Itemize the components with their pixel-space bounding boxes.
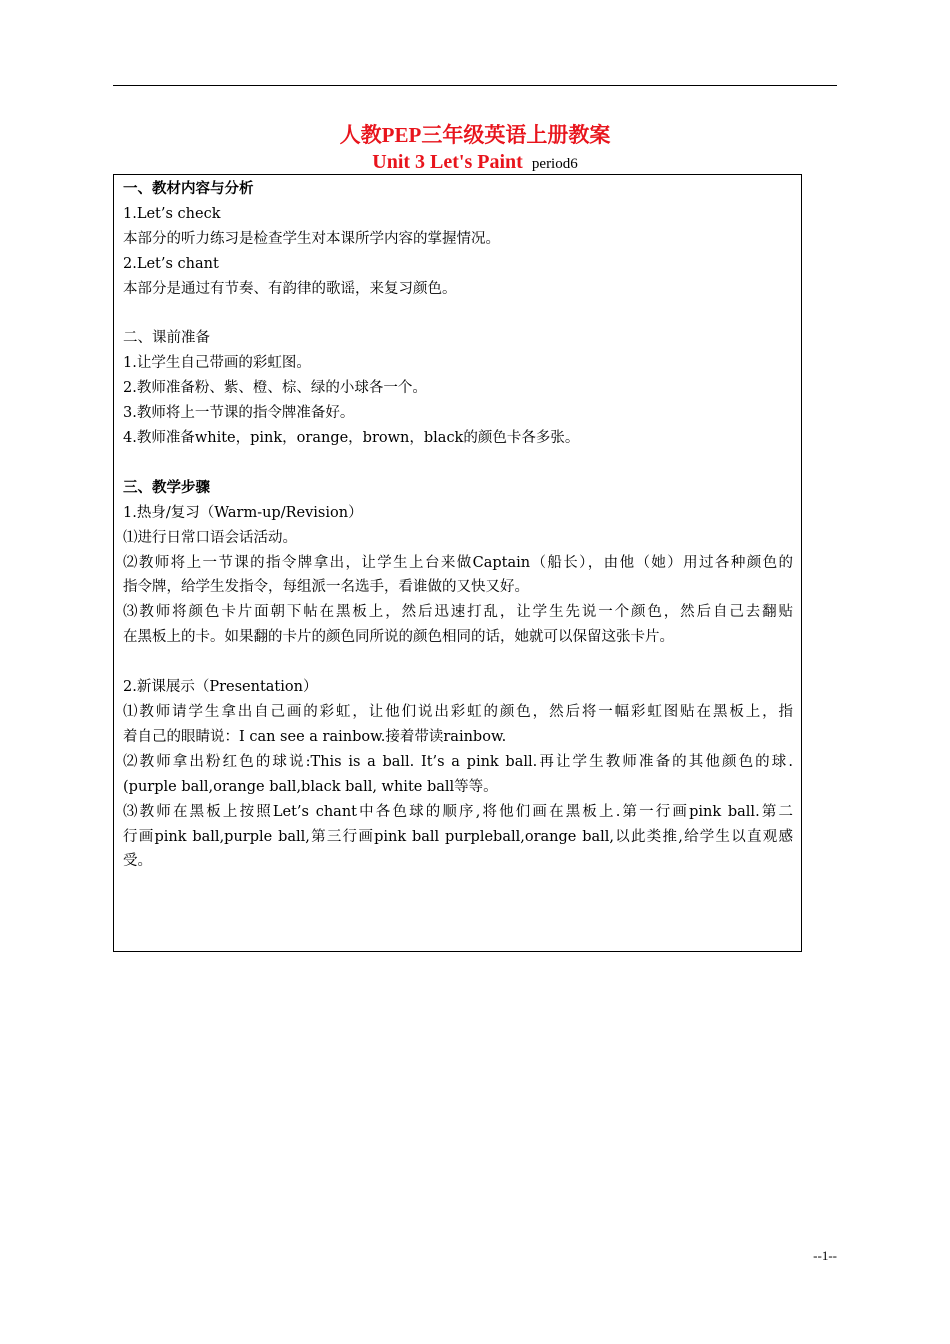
section2-item: 4.教师准备white，pink，orange，brown，black的颜色卡各多张。: [123, 430, 580, 447]
warmup-step1: ⑴进行日常口语会话活动。: [123, 529, 297, 546]
section1-item2-text: 本部分是通过有节奏、有韵律的歌谣，来复习颜色。: [123, 280, 457, 297]
document-subtitle: [113, 150, 837, 176]
section2-heading: 二、课前准备: [123, 330, 210, 347]
section1-item1-title: 1.Let’s check: [123, 205, 221, 222]
warmup-step3-line2: 在黑板上的卡。如果翻的卡片的颜色同所说的颜色相同的话，她就可以保留这张卡片。: [123, 629, 674, 646]
warmup-title: 1.热身/复习（Warm-up/Revision）: [123, 504, 363, 521]
presentation-step2-line1: ⑵教师拿出粉红色的球说:This is a ball. It’s a pink ball.再让学生教师准备的其他颜色的球.: [123, 753, 793, 770]
page-number: --1--: [813, 1248, 837, 1263]
section1-item2-title: 2.Let’s chant: [123, 255, 219, 272]
warmup-step3-line1: ⑶教师将颜色卡片面朝下帖在黑板上，然后迅速打乱，让学生先说一个颜色，然后自己去翻贴: [123, 604, 793, 621]
lesson-content-box: [113, 174, 802, 952]
warmup-step2-line2: 指令牌，给学生发指令，每组派一名选手，看谁做的又快又好。: [123, 579, 529, 596]
document-title: 人教PEP三年级英语上册教案: [339, 123, 611, 147]
unit-title: Unit 3 Let's Paint: [372, 151, 523, 173]
section2-item: 2.教师准备粉、紫、橙、棕、绿的小球各一个。: [123, 380, 427, 397]
presentation-step3-line1: ⑶教师在黑板上按照Let’s chant中各色球的顺序,将他们画在黑板上.第一行画pink ball.第二: [123, 803, 793, 820]
presentation-step3-line3: 受。: [123, 853, 152, 870]
section2-item: 3.教师将上一节课的指令牌准备好。: [123, 405, 355, 422]
spacer: [123, 451, 793, 476]
presentation-step2-line2: (purple ball,orange ball,black ball, white ball等等。: [123, 778, 498, 795]
warmup-step2-line1: ⑵教师将上一节课的指令牌拿出，让学生上台来做Captain（船长），由他（她）用过各种颜色的: [123, 554, 793, 571]
presentation-title: 2.新课展示（Presentation）: [123, 679, 318, 696]
header-rule: [113, 85, 837, 86]
section1-item1-text: 本部分的听力练习是检查学生对本课所学内容的掌握情况。: [123, 230, 500, 247]
spacer: [123, 302, 793, 327]
spacer: [123, 650, 793, 675]
section1-heading: 一、教材内容与分析: [123, 180, 254, 197]
section2-item: 1.让学生自己带画的彩虹图。: [123, 355, 311, 372]
presentation-step1-line1: ⑴教师请学生拿出自己画的彩虹，让他们说出彩虹的颜色，然后将一幅彩虹图贴在黑板上，指: [123, 703, 793, 720]
period-label: period6: [531, 156, 578, 172]
presentation-step1-line2: 着自己的眼睛说：I can see a rainbow.接着带读rainbow.: [123, 728, 507, 745]
presentation-step3-line2: 行画pink ball,purple ball,第三行画pink ball purpleball,orange ball,以此类推,给学生以直观感: [123, 828, 793, 845]
section3-heading: 三、教学步骤: [123, 478, 210, 496]
